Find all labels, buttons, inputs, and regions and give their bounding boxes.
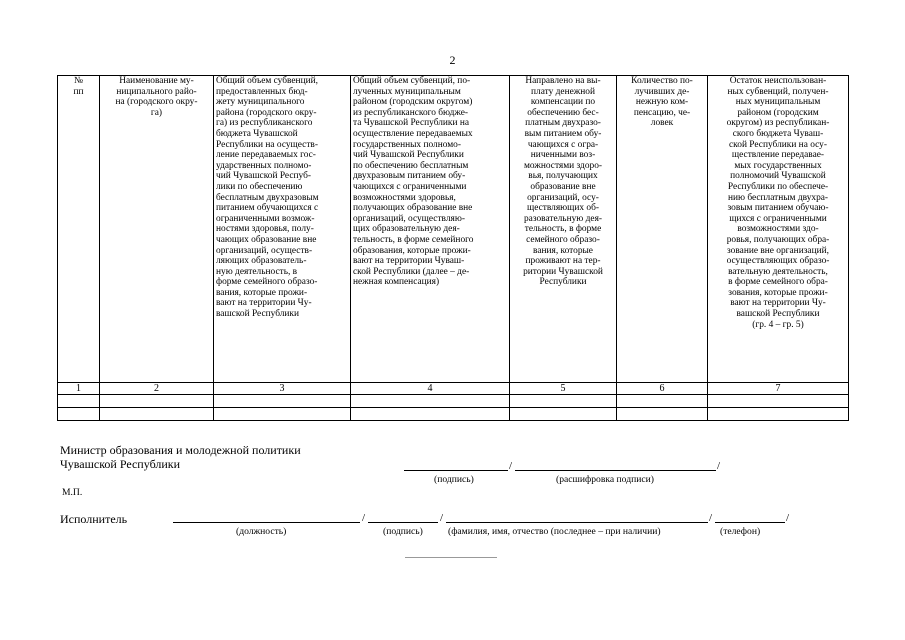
header-col-4-text: Общий объем субвенций, по- лученных муниципальным районом (городским округом) из республиканского бюдже- та Чувашской Республики на осуществление передаваемых государственных полномо- чий Чувашской Республики по обеспечению бесплатным двухразовым питанием обу- чающихся с ограниченными возможностями здоровья, получающих образование вне организаций, осуществляю- щих образовательную дея- тельность, в форме семейного образования, которые прожи- вают на территории Чуваш- ской Республики (далее – де- нежная компенсация): [353, 76, 474, 288]
executor-signature-caption: (подпись): [383, 526, 423, 537]
column-number: 2: [100, 383, 214, 395]
table-cell[interactable]: [510, 395, 617, 408]
header-col-1-text: № пп: [73, 76, 84, 97]
table-row: [58, 395, 849, 408]
table-cell[interactable]: [708, 395, 849, 408]
table-cell[interactable]: [214, 395, 351, 408]
table-cell[interactable]: [58, 395, 100, 408]
decode-caption: (расшифровка подписи): [556, 474, 654, 485]
header-row: [58, 76, 849, 383]
executor-name-line[interactable]: [446, 522, 708, 523]
column-number-row: [58, 383, 849, 395]
header-col-1: [58, 76, 100, 383]
table-cell[interactable]: [214, 408, 351, 421]
header-col-5: [510, 76, 617, 383]
footer-divider: [405, 557, 497, 558]
header-col-3-text: Общий объем субвенций, предоставленных бюд- жету муниципального района (городского окру- га) из республиканского бюджета Чувашской Республики на осуществ- ление передаваемых гос- ударственных полномо- чий Чувашской Респуб- лики по обеспечению бесплатным двухразовым питанием обучающихся с ограниченными возмож- ностями здоровья, полу- чающих образование вне организаций, осуществ- ляющих образователь- ную деятельность, в форме семейного образо- вания, которые прожи- вают на территории Чу- вашской Республики: [216, 76, 319, 320]
executor-label: Исполнитель: [60, 512, 128, 526]
table-row: [58, 408, 849, 421]
separator-slash: /: [362, 512, 366, 524]
minister-signature-line[interactable]: [404, 470, 508, 471]
header-col-2-text: Наименование му- ниципального райо- на (городского окру- га): [115, 76, 198, 118]
executor-position-line[interactable]: [173, 522, 360, 523]
separator-slash: /: [786, 512, 790, 524]
header-col-5-text: Направлено на вы- плату денежной компенсации по обеспечению бес- платным двухразо- вым питанием обу- чающихся с огра- ниченными воз- можностями здоро- вья, получающих образование вне организаций, осу- ществляющих об- разовательную дея- тельность, в форме семейного образо- вания, которые проживают на тер- ритории Чувашской Республики: [523, 76, 603, 288]
header-col-7: [708, 76, 849, 383]
header-col-3: [214, 76, 351, 383]
minister-title-line1: Министр образования и молодежной политики: [60, 443, 301, 457]
header-col-6-text: Количество по- лучивших де- нежную ком- пенсацию, че- ловек: [631, 76, 693, 129]
page-number: 2: [449, 53, 456, 67]
header-col-4: [351, 76, 510, 383]
stamp-placeholder: М.П.: [62, 487, 83, 498]
header-col-7-text: Остаток неиспользован- ных субвенций, получен- ных муниципальным районом (городским округом) из республикан- ского бюджета Чуваш- ской Республики на осу- ществление передавае- мых государственных полномочий Чувашской Республики по обеспече- нию бесплатным двухра- зовым питанием обучаю- щихся с ограниченными возможностями здо- ровья, получающих обра- зование вне организаций, осуществляющих образо- вательную деятельность, в форме семейного обра- зования, которые прожи- вают на территории Чу- вашской Республики (гр. 4 – гр. 5): [726, 76, 830, 330]
table-cell[interactable]: [617, 408, 708, 421]
table-cell[interactable]: [510, 408, 617, 421]
table-cell[interactable]: [617, 395, 708, 408]
minister-title-line2: Чувашской Республики: [60, 457, 181, 471]
signature-caption: (подпись): [434, 474, 474, 485]
separator-slash: /: [509, 460, 513, 472]
separator-slash: /: [717, 460, 721, 472]
table-cell[interactable]: [100, 408, 214, 421]
separator-slash: /: [440, 512, 444, 524]
executor-phone-line[interactable]: [715, 522, 785, 523]
name-caption: (фамилия, имя, отчество (последнее – при наличии): [448, 526, 661, 537]
table-cell[interactable]: [351, 395, 510, 408]
separator-slash: /: [709, 512, 713, 524]
phone-caption: (телефон): [720, 526, 761, 537]
table-cell[interactable]: [708, 408, 849, 421]
table-cell[interactable]: [58, 408, 100, 421]
table-cell[interactable]: [100, 395, 214, 408]
header-col-6: [617, 76, 708, 383]
report-table: [57, 75, 849, 421]
column-number: 6: [617, 383, 708, 395]
position-caption: (должность): [236, 526, 287, 537]
column-number: 5: [510, 383, 617, 395]
minister-name-line[interactable]: [515, 470, 716, 471]
table-cell[interactable]: [351, 408, 510, 421]
header-col-2: [100, 76, 214, 383]
column-number: 1: [58, 383, 100, 395]
executor-signature-line[interactable]: [368, 522, 438, 523]
column-number: 3: [214, 383, 351, 395]
column-number: 4: [351, 383, 510, 395]
column-number: 7: [708, 383, 849, 395]
